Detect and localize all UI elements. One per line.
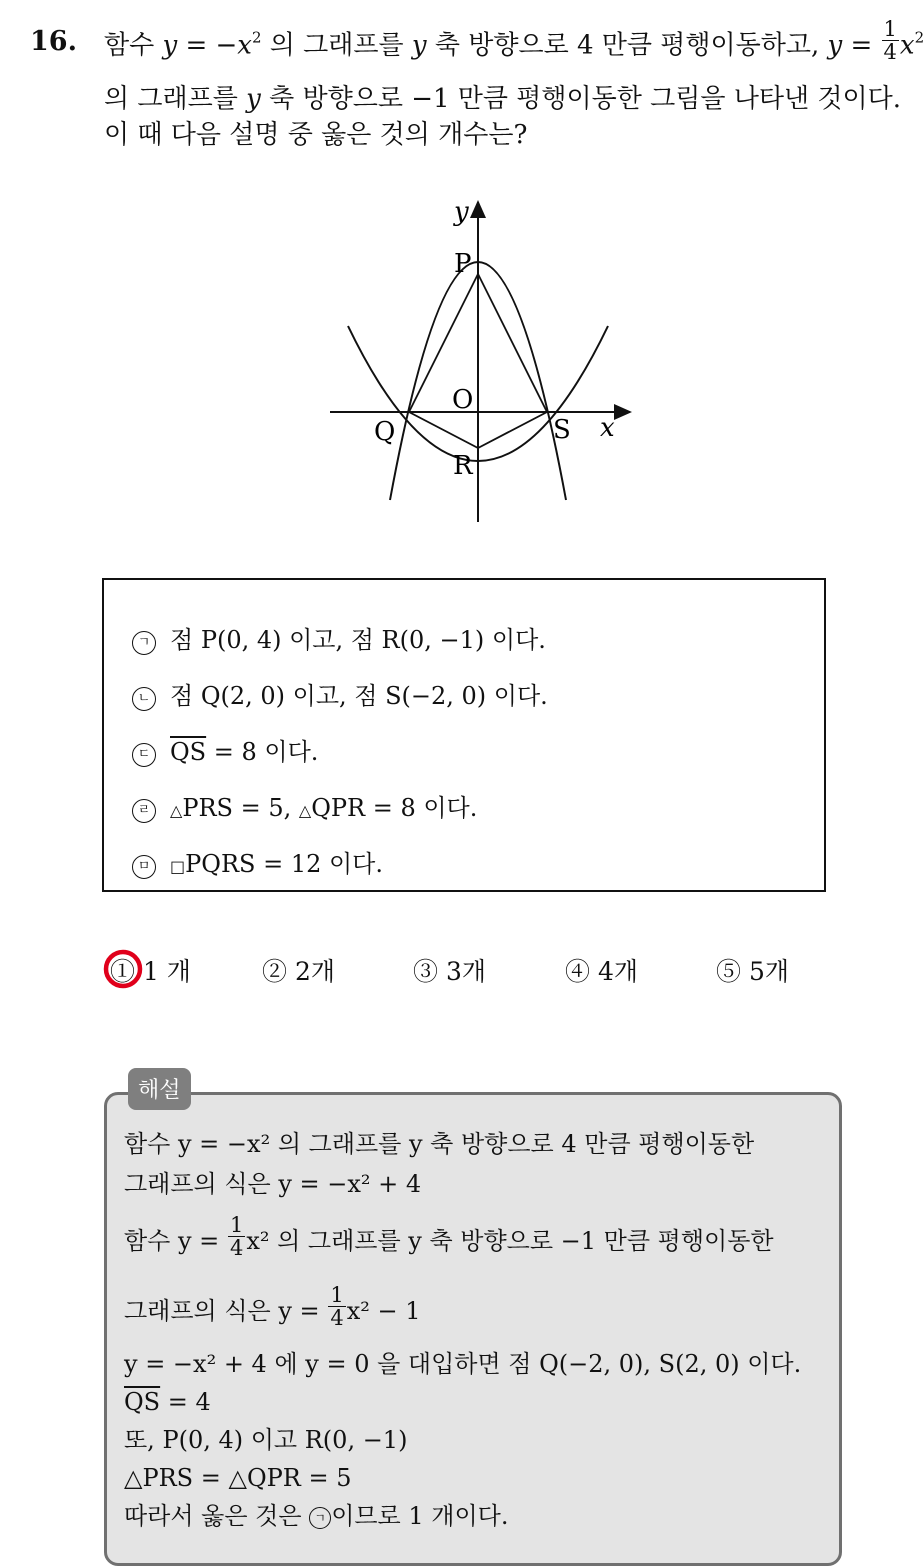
statement-4 xyxy=(132,788,477,823)
problem-text: 축 방향으로 4 만큼 평행이동하고, xyxy=(434,30,820,61)
solution-text: x² 의 그래프를 y 축 방향으로 −1 만큼 평행이동한 xyxy=(246,1227,774,1256)
label-y: y xyxy=(454,197,469,227)
statement-marker: ㄹ xyxy=(132,799,156,823)
fraction-numerator: 1 xyxy=(330,1283,344,1307)
exponent: 2 xyxy=(251,28,262,47)
solution-line-4 xyxy=(124,1283,421,1331)
statement-text: 점 Q(2, 0) 이고, 점 S(−2, 0) 이다. xyxy=(170,682,548,710)
fraction-denominator: 4 xyxy=(229,1236,244,1261)
solution-line-2: 그래프의 식은 y = −x² + 4 xyxy=(124,1170,422,1198)
fraction-denominator: 4 xyxy=(883,40,897,65)
choice-3[interactable]: ③ 3개 xyxy=(413,957,487,986)
choice-4[interactable]: ④ 4개 xyxy=(565,957,639,986)
problem-text: 함수 xyxy=(104,30,155,61)
statement-3 xyxy=(132,732,318,767)
equation: y = −x xyxy=(162,30,252,61)
problem-text: 의 그래프를 xyxy=(269,30,404,61)
label-Q: Q xyxy=(374,417,396,447)
problem-text: 의 그래프를 xyxy=(104,84,238,114)
statement-marker: ㅁ xyxy=(132,855,156,879)
solution-text: 그래프의 식은 y = xyxy=(124,1297,320,1326)
statement-5 xyxy=(132,844,383,879)
segment-qs: $\overline{QS}$ xyxy=(124,1388,161,1416)
var-y: y xyxy=(411,30,427,61)
statement-marker: ㄱ xyxy=(132,631,156,655)
problem-line-2 xyxy=(104,86,901,112)
statements-box xyxy=(102,578,826,892)
solution-line-9 xyxy=(124,1504,508,1529)
statement-1 xyxy=(132,620,546,655)
parabola-graph xyxy=(320,190,650,530)
solution-line-7: 또, P(0, 4) 이고 R(0, −1) xyxy=(124,1426,408,1454)
triangle-symbol: △ xyxy=(298,801,312,820)
problem-text: 축 방향으로 −1 만큼 평행이동한 그림을 나타낸 것이다. xyxy=(269,84,901,114)
statement-marker: ㄷ xyxy=(132,743,156,767)
solution-tag: 해설 xyxy=(128,1068,191,1110)
solution-line-8: △PRS = △QPR = 5 xyxy=(124,1464,352,1492)
label-R: R xyxy=(453,451,473,481)
solution-line-3 xyxy=(124,1213,774,1261)
choice-5[interactable]: ⑤ 5개 xyxy=(716,957,790,986)
selected-answer-ring-icon xyxy=(102,948,144,990)
problem-line-3: 이 때 다음 설명 중 옳은 것의 개수는? xyxy=(104,120,528,150)
fraction xyxy=(328,1284,345,1329)
solution-line-6 xyxy=(124,1390,211,1414)
segment-qs: $\overline{QS}$ xyxy=(170,738,207,766)
var-x: x xyxy=(899,30,915,61)
statement-text: PQRS = 12 이다. xyxy=(185,850,383,878)
statement-marker: ㄴ xyxy=(132,687,156,711)
fraction-numerator: 1 xyxy=(883,17,897,41)
fraction xyxy=(228,1214,245,1259)
solution-text: x² − 1 xyxy=(346,1297,421,1326)
solution-text: 이므로 1 개이다. xyxy=(331,1502,509,1530)
statement-2 xyxy=(132,676,548,711)
fraction-numerator: 1 xyxy=(229,1213,244,1237)
label-x: x xyxy=(600,413,615,443)
choice-2[interactable]: ② 2개 xyxy=(262,957,336,986)
solution-text: 따라서 옳은 것은 xyxy=(124,1502,310,1530)
problem-line-1 xyxy=(104,17,924,65)
label-P: P xyxy=(454,249,472,279)
solution-line-1: 함수 y = −x² 의 그래프를 y 축 방향으로 4 만큼 평행이동한 xyxy=(124,1130,755,1158)
statement-text: = 8 이다. xyxy=(206,738,319,766)
equation: y = xyxy=(827,30,873,61)
statement-marker: ㄱ xyxy=(309,1507,331,1529)
triangle-symbol: △ xyxy=(170,801,183,820)
statement-text: QPR = 8 이다. xyxy=(311,794,478,822)
statement-text: 점 P(0, 4) 이고, 점 R(0, −1) 이다. xyxy=(170,626,546,654)
choice-1[interactable]: ① 1 개 xyxy=(110,957,191,986)
solution-text: 함수 y = xyxy=(124,1227,220,1256)
var-y: y xyxy=(246,84,261,114)
square-symbol: □ xyxy=(170,857,186,876)
solution-text: = 4 xyxy=(160,1388,211,1416)
solution-line-5: y = −x² + 4 에 y = 0 을 대입하면 점 Q(−2, 0), S(2, 0) 이다. xyxy=(124,1350,802,1378)
problem-number: 16. xyxy=(30,26,77,57)
fraction-denominator: 4 xyxy=(330,1306,344,1331)
statement-text: PRS = 5, xyxy=(182,794,299,822)
exponent: 2 xyxy=(914,28,924,47)
label-S: S xyxy=(553,415,571,445)
fraction xyxy=(882,18,899,63)
label-O: O xyxy=(452,385,474,415)
